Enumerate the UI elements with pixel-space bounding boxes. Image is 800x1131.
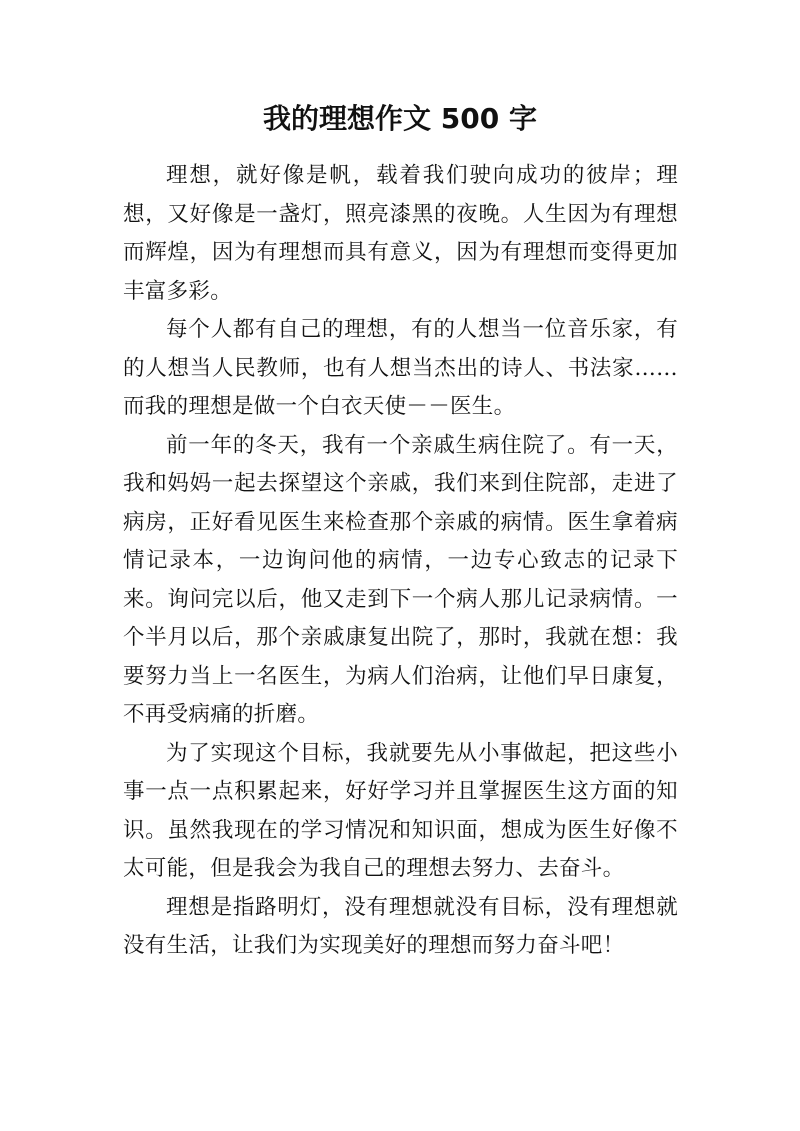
paragraph-5: 理想是指路明灯，没有理想就没有目标，没有理想就没有生活，让我们为实现美好的理想而努力奋斗吧！ [123, 894, 678, 958]
paragraph-2: 每个人都有自己的理想，有的人想当一位音乐家，有的人想当人民教师，也有人想当杰出的诗人、书法家……而我的理想是做一个白衣天使－－医生。 [123, 317, 678, 419]
paragraph-1: 理想，就好像是帆，载着我们驶向成功的彼岸；理想，又好像是一盏灯，照亮漆黑的夜晚。人生因为有理想而辉煌，因为有理想而具有意义，因为有理想而变得更加丰富多彩。 [123, 163, 678, 304]
paragraph-3: 前一年的冬天，我有一个亲戚生病住院了。有一天，我和妈妈一起去探望这个亲戚，我们来到住院部，走进了病房，正好看见医生来检查那个亲戚的病情。医生拿着病情记录本，一边询问他的病情，一边专心致志的记录下来。询问完以后，他又走到下一个病人那儿记录病情。一个半月以后，那个亲戚康复出院了，那时，我就在想：我要努力当上一名医生，为病人们治病，让他们早日康复，不再受病痛的折磨。 [123, 432, 678, 727]
document-title: 我的理想作文 500 字 [263, 102, 537, 135]
document-body [123, 157, 678, 966]
paragraph-4: 为了实现这个目标，我就要先从小事做起，把这些小事一点一点积累起来，好好学习并且掌握医生这方面的知识。虽然我现在的学习情况和知识面，想成为医生好像不太可能，但是我会为我自己的理想去努力、去奋斗。 [123, 740, 678, 881]
